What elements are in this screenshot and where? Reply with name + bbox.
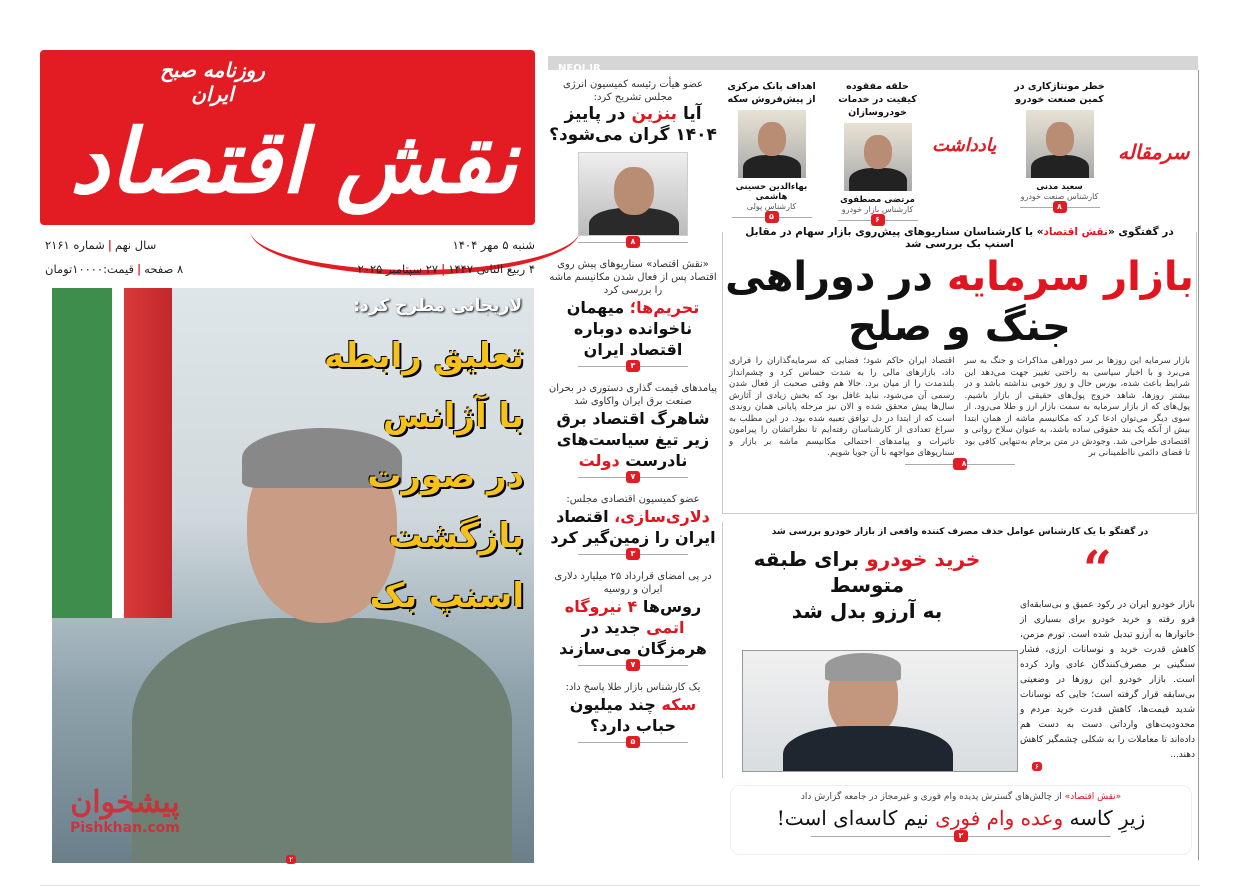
shamsi-date: شنبه ۵ مهر ۱۴۰۴ (452, 238, 535, 252)
cover-page-badge: ۲ (286, 855, 296, 864)
page-badge: ۶ (1032, 762, 1042, 771)
lead-story[interactable]: در گفتگوی «نقش اقتصاد» با کارشناسان سناریوهای پیش‌روی بازار سهام در مقابل اسنپ بک بررسی شد بازار سرمایه در دوراهی جنگ و صلح بازار سرمایه این روزها بر سر دوراهی مذاکرات و جنگ به سر می‌برد و با اخبار سیاسی به راحتی تغییر جهت می‌دهد این شرایط باعث شده، بورس حال و روز خوبی نداشته باشد و در بیشتر روزها، شاهد خروج پول‌های حقیقی از بازار باشیم. پول‌های که از بازار سرمایه به سمت بازار ارز و طلا می‌رود. از سوی دیگر می‌توان ادعا کرد که مکانیسم ماشه از همان ابتدا بیش از آنکه یک بند حقوقی ساده باشد، به عنوان سلاح روانی و اقتصادی طراحی شد. وجودش در متن برجام به‌تنهایی کافی بود تا فضای دائمی نااطمینانی بر اقتصاد ایران حاکم شود؛ فضایی که سرمایه‌گذاران را فراری داد، بازارهای مالی را به شدت حساس کرد و چشم‌انداز بلندمدت را از میان برد. حالا هم وقتی صحبت از فعال شدن رسمی آن می‌شود، نباید غافل بود که بخش زیادی از آثارش سال‌ها پیش محقق شده و الان نیز مرحله پایانی همان روندی است که از ابتدا در دل توافق تعبیه شده بود. در این مطلب به سراغ تعدادی از کارشناسان رفته‌ایم تا نظراتشان را پیرامون تاثیرات و پیامدهای احتمالی مکانیسم ماشه بر بازار و سناریوهای مواجهه با آن جویا شویم. ۸ (722, 232, 1197, 514)
story[interactable]: عضو هیأت رئیسه کمیسیون انرژی مجلس تشریح کرد: آیا بنزین در پاییز ۱۴۰۴ گران می‌شود؟ ۸ (548, 78, 718, 252)
top-strip (548, 56, 1198, 74)
dateline-row-2 (45, 262, 535, 276)
story[interactable]: پیامدهای قیمت گذاری دستوری در بحران صنعت برق ایران واکاوی شد شاهرگ اقتصاد برق زیر تیغ سیاست‌های نادرست دولت ۷ (548, 382, 718, 487)
story-photo (578, 152, 688, 236)
column-divider (1198, 70, 1199, 860)
story[interactable]: «نقش اقتصاد» سناریوهای پیش روی اقتصاد پس از فعال شدن مکانیسم ماشه را بررسی کرد تحریم‌ها؛ میهمان ناخوانده دوباره اقتصاد ایران ۳ (548, 258, 718, 376)
car-headline: خرید خودرو برای طبقه متوسط به آرزو بدل شد (753, 547, 981, 623)
columnist-photo (844, 123, 912, 191)
newspaper-logo: نقش اقتصاد (69, 110, 517, 213)
loan-story[interactable]: «نقش اقتصاد» از چالش‌های گسترش پدیده وام فوری و غیرمجاز در جامعه گزارش داد زیرِ کاسه وعده وام فوری نیم کاسه‌ای است! ۲ (730, 785, 1192, 855)
car-supra: در گفتگو با یک کارشناس عوامل حذف مصرف کننده واقعی از بازار خودرو بررسی شد (771, 527, 1149, 537)
pages-price: ۸ صفحه|قیمت:۱۰۰۰۰تومان (45, 262, 184, 276)
dateline-row-1 (45, 238, 535, 252)
car-body: بازار خودرو ایران در رکود عمیق و بی‌سابقه‌ای فرو رفته و خرید خودرو برای بسیاری از خانوارها به آرزو تبدیل شده است. تورم مزمن، کاهش قدرت خرید و نوسانات ارزی، فشار سنگینی بر مصرف‌کنندگان عادی وارد کرده است. بازار خودرو این روزها در وضعیتی بی‌سابقه قرار گرفته است؛ جایی که نوسانات شدید قیمت‌ها، کاهش قدرت خرید مردم و محدودیت‌های وارداتی دست به دست هم داده‌اند تا معاملات را به شکلی چشمگیر کاهش دهند... (1020, 600, 1195, 760)
hijri-gregorian-date: ۴ ربیع الثانی ۱۴۴۷|۲۷ سپتامبر ۲۰۲۵ (357, 262, 535, 276)
editorial-tag: سرمقاله (1118, 140, 1190, 164)
columnist-photo (1026, 110, 1094, 178)
cover-headline-line: تعلیق رابطه (324, 336, 524, 376)
middle-column (548, 78, 718, 758)
bottom-divider (40, 885, 1200, 886)
cover-headline-line: با آژانس (382, 396, 524, 436)
loan-headline: زیرِ کاسه وعده وام فوری نیم کاسه‌ای است! (776, 806, 1146, 830)
car-story-photo (742, 650, 1018, 772)
note-tag: یادداشت (932, 135, 997, 156)
cover-kicker: لاریجانی مطرح کرد: (353, 296, 522, 316)
watermark: پیشخوان Pishkhan.com (70, 785, 180, 836)
cover-photo[interactable] (52, 288, 534, 863)
cover-headline-line: در صورت (367, 456, 524, 496)
lead-headline: بازار سرمایه در دوراهی (725, 254, 1194, 300)
cover-headline-line: بازگشت (388, 516, 524, 556)
lead-body-right: بازار سرمایه این روزها بر سر دوراهی مذاکرات و جنگ به سر می‌برد و با اخبار سیاسی به راحتی تغییر جهت می‌دهد این شرایط باعث شده، بورس حال و روز خوبی نداشته باشد و در بیشتر روزها، شاهد خروج پول‌های حقیقی از بازار باشیم. پول‌های که از بازار سرمایه به سمت بازار ارز و طلا می‌رود. از سوی دیگر می‌توان ادعا کرد که مکانیسم ماشه از همان ابتدا بیش از آنکه یک بند حقوقی ساده باشد، به عنوان سلاح روانی و اقتصادی طراحی شد. وجودش در متن برجام به‌تنهایی کافی بود تا فضای دائمی نااطمینانی بر (964, 356, 1190, 458)
cover-headline-line: اسنپ بک (369, 576, 524, 616)
columnist-card[interactable]: خطر مونتاژکاری در کمین صنعت خودرو سعید مدنی کارشناس صنعت خودرو ۸ (1012, 80, 1107, 223)
columnist-card[interactable]: اهداف بانک مرکزی از پیش‌فروش سکه بهاءالدین حسینی هاشمی کارشناس پولی ۵ (724, 80, 819, 233)
lead-headline-line2: جنگ و صلح (848, 304, 1071, 350)
loan-supra: «نقش اقتصاد» از چالش‌های گسترش پدیده وام فوری و غیرمجاز در جامعه گزارش داد (800, 792, 1122, 802)
quote-icon: “ (1083, 539, 1112, 598)
story[interactable]: یک کارشناس بازار طلا پاسخ داد: سکه چند میلیون حباب دارد؟ ۵ (548, 681, 718, 752)
site-label: NEOI.IR (558, 63, 601, 74)
masthead-subtitle: روزنامه صبح ایران (160, 58, 265, 106)
lead-supra: در گفتگوی «نقش اقتصاد» با کارشناسان سناریوهای پیش‌روی بازار سهام در مقابل اسنپ بک بررسی شد (723, 226, 1196, 250)
columnist-photo (738, 110, 806, 178)
story[interactable]: در پی امضای قرارداد ۲۵ میلیارد دلاری ایران و روسیه روس‌ها ۴ نیروگاه اتمی جدید در هرمزگان می‌سازند ۷ (548, 570, 718, 675)
lead-body-left: اقتصاد ایران حاکم شود؛ فضایی که سرمایه‌گذاران را فراری داد، بازارهای مالی را به شدت حساس کرد و چشم‌انداز بلندمدت را از میان برد. حالا هم وقتی صحبت از فعال شدن رسمی آن می‌شود، نباید غافل بود که بخش زیادی از آثارش سال‌ها پیش محقق شده و الان نیز مرحله پایانی همان روندی است که از ابتدا در دل توافق تعبیه شده بود. در این مطلب به سراغ تعدادی از کارشناسان رفته‌ایم تا نظراتشان را پیرامون تاثیرات و پیامدهای احتمالی مکانیسم ماشه بر بازار و سناریوهای مواجهه با آن جویا شویم. (729, 356, 955, 458)
columnist-card[interactable]: حلقه مفقوده کیفیت در خدمات خودروسازان مرتضی مصطفوی کارشناس بازار خودرو ۶ (830, 80, 925, 236)
story[interactable]: عضو کمیسیون اقتصادی مجلس: دلاری‌سازی، اقتصاد ایران را زمین‌گیر کرد ۳ (548, 493, 718, 564)
year-issue: سال نهم|شماره ۲۱۶۱ (45, 238, 157, 252)
